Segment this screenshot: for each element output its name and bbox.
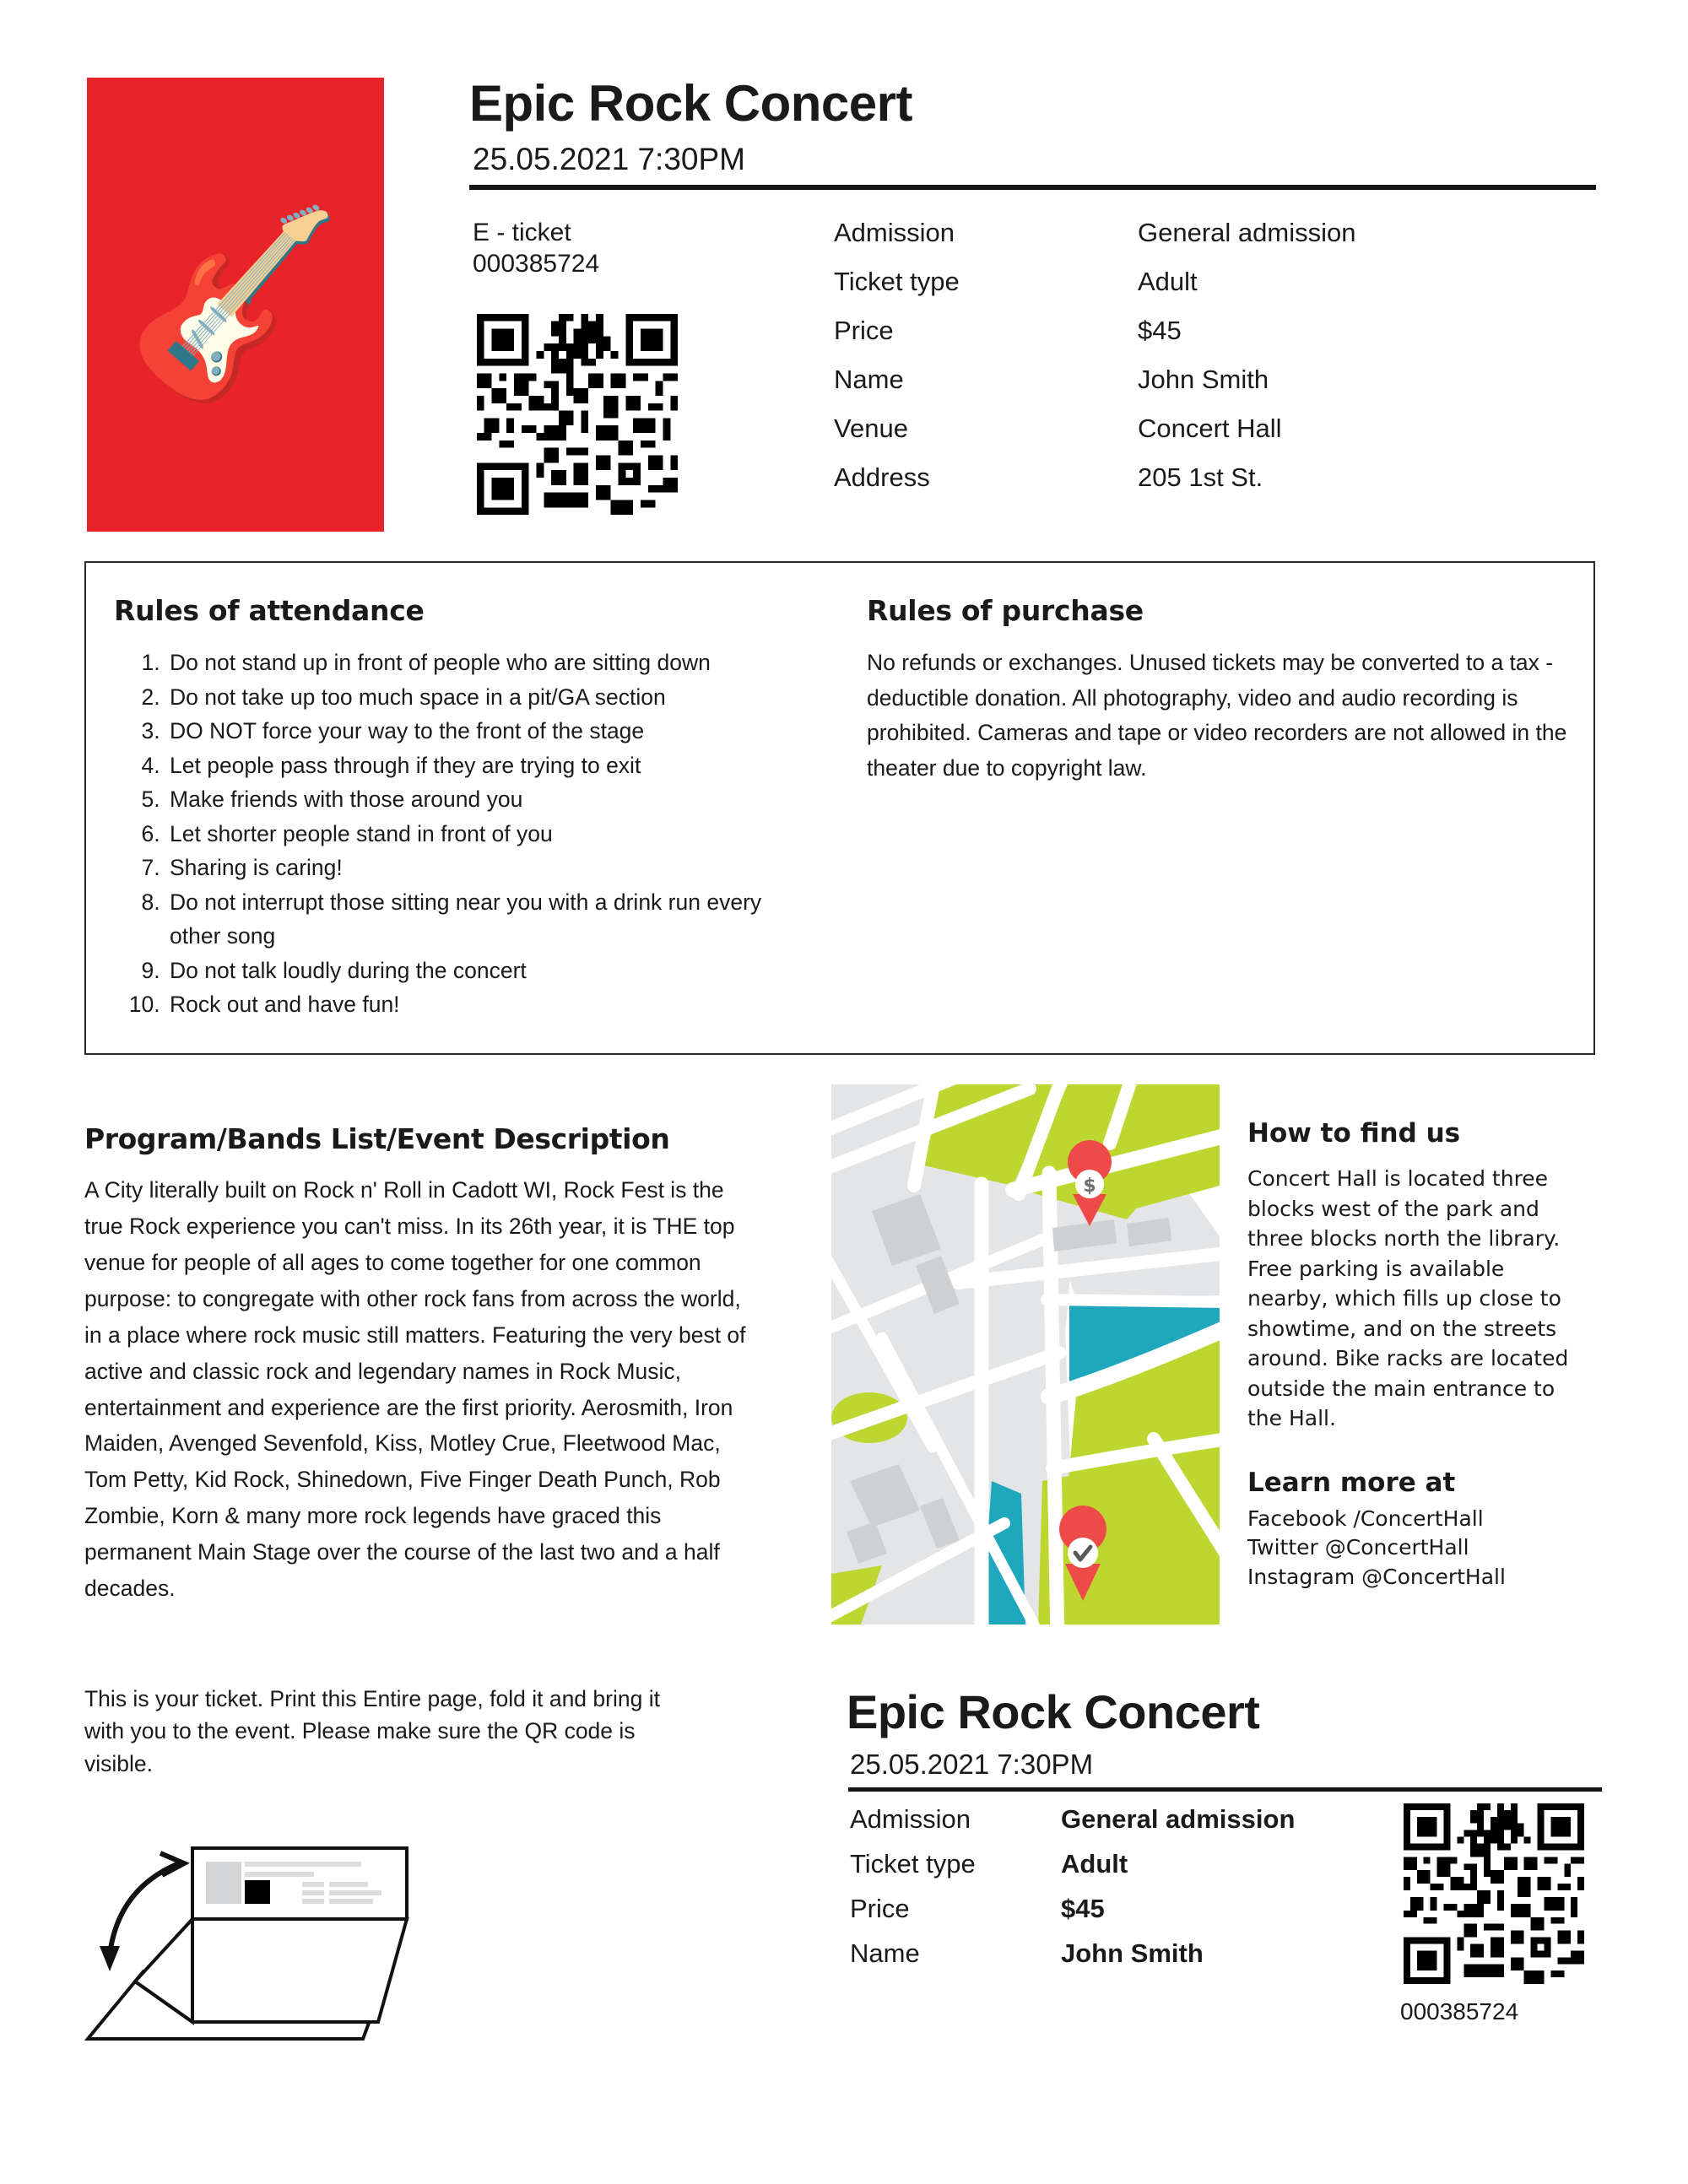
list-item: 7. Sharing is caring! — [166, 851, 814, 885]
list-item: 6. Let shorter people stand in front of you — [166, 817, 814, 851]
detail-label: Price — [834, 316, 894, 345]
electric-guitar-icon: 🎸 — [122, 201, 349, 408]
eticket-info — [473, 218, 599, 279]
program-heading: Program/Bands List/Event Description — [84, 1122, 670, 1155]
stub-detail-value: $45 — [1061, 1894, 1105, 1923]
stub-detail-value: General admission — [1061, 1804, 1296, 1834]
detail-label: Admission — [834, 218, 955, 247]
stub-detail-value: John Smith — [1061, 1938, 1204, 1968]
ticket-details-table — [834, 218, 1509, 511]
social-links — [1247, 1505, 1585, 1592]
eticket-number: 000385724 — [473, 249, 600, 278]
instagram-link[interactable]: Instagram @ConcertHall — [1247, 1564, 1506, 1589]
ticket-header — [0, 0, 1688, 549]
svg-text:$: $ — [1083, 1176, 1096, 1197]
detail-label: Address — [834, 462, 930, 492]
rules-of-attendance-section — [114, 594, 814, 1022]
list-item: 8. Do not interrupt those sitting near you with a drink run every other song — [166, 885, 814, 954]
learn-more-heading: Learn more at — [1247, 1467, 1456, 1498]
stub-detail-value: Adult — [1061, 1849, 1128, 1879]
find-us-heading: How to find us — [1247, 1118, 1461, 1149]
detail-label: Venue — [834, 414, 908, 443]
qr-code-header — [469, 306, 685, 522]
qr-code-stub — [1397, 1797, 1591, 1991]
program-body: A City literally built on Rock n' Roll in Cadott WI, Rock Fest is the true Rock experience you can't miss. In its 26th year, it is THE top venue for people of all ages to come together for one common purpose: to congregate with other rock fans from across the world, in a place where rock music still matters. Featuring the very best of active and classic rock and legendary names in Rock Music, entertainment and experience are the first priority. Aerosmith, Iron Maiden, Avenged Sevenfold, Kiss, Motley Crue, Fleetwood Mac, Tom Petty, Kid Rock, Shinedown, Five Finger Death Punch, Rob Zombie, Korn & many more rock legends have graced this permanent Main Stage over the course of the last two and a half decades. — [84, 1177, 746, 1602]
list-item: 3. DO NOT force your way to the front of the stage — [166, 714, 814, 749]
stub-detail-label: Ticket type — [850, 1849, 976, 1879]
detail-label: Ticket type — [834, 267, 960, 296]
page-title: Epic Rock Concert — [469, 75, 912, 132]
twitter-link[interactable]: Twitter @ConcertHall — [1247, 1535, 1469, 1560]
event-datetime: 25.05.2021 7:30PM — [473, 142, 745, 176]
find-us-section — [1247, 1118, 1585, 1592]
print-instruction-note: This is your ticket. Print this Entire page, fold it and bring it with you to the event. Please make sure the QR code is visible. — [84, 1686, 660, 1776]
stub-detail-label: Price — [850, 1894, 910, 1923]
venue-map[interactable] — [831, 1084, 1220, 1624]
header-divider — [469, 185, 1596, 190]
rules-of-purchase-section — [867, 594, 1567, 786]
detail-value: John Smith — [1138, 365, 1269, 394]
rules-purchase-text: No refunds or exchanges. Unused tickets may be converted to a tax - deductible donation. All photography, video and audio recording is prohibited. Cameras and tape or video recorders are not allowed in the theater due to copyright law. — [867, 650, 1567, 781]
table-row — [850, 1849, 1390, 1894]
detail-value: $45 — [1138, 316, 1182, 345]
facebook-link[interactable]: Facebook /ConcertHall — [1247, 1506, 1484, 1531]
table-row — [834, 218, 1509, 267]
table-row — [834, 462, 1509, 511]
eticket-label: E - ticket — [473, 219, 571, 246]
stub-datetime: 25.05.2021 7:30PM — [850, 1749, 1094, 1780]
stub-details-table — [850, 1804, 1390, 1983]
rules-panel — [84, 561, 1595, 1055]
detail-label: Name — [834, 365, 904, 394]
table-row — [834, 414, 1509, 462]
event-poster — [87, 78, 384, 532]
rules-attendance-list — [114, 646, 814, 1022]
detail-value: Adult — [1138, 267, 1198, 296]
table-row — [850, 1804, 1390, 1849]
detail-value: Concert Hall — [1138, 414, 1282, 443]
list-item: 2. Do not take up too much space in a pit/GA section — [166, 680, 814, 715]
rules-attendance-heading: Rules of attendance — [114, 594, 425, 627]
list-item: 9. Do not talk loudly during the concert — [166, 954, 814, 988]
detail-value: General admission — [1138, 218, 1356, 247]
table-row — [834, 316, 1509, 365]
rules-purchase-heading: Rules of purchase — [867, 594, 1144, 627]
list-item: 5. Make friends with those around you — [166, 782, 814, 817]
table-row — [834, 365, 1509, 414]
program-section — [84, 1122, 760, 1607]
stub-detail-label: Name — [850, 1938, 920, 1968]
stub-title: Epic Rock Concert — [847, 1685, 1260, 1738]
table-row — [850, 1894, 1390, 1938]
stub-detail-label: Admission — [850, 1804, 971, 1834]
table-row — [834, 267, 1509, 316]
stub-ticket-number: 000385724 — [1400, 1998, 1519, 2025]
stub-divider — [848, 1787, 1602, 1792]
list-item: 1. Do not stand up in front of people who are sitting down — [166, 646, 814, 680]
find-us-body: Concert Hall is located three blocks west of the park and three blocks north the library. Free parking is available nearby, which fills up close to showtime, and on the streets around. Bike racks are located outside the main entrance to the Hall. — [1247, 1166, 1569, 1430]
fold-instruction-illustration — [84, 1830, 414, 2057]
detail-value: 205 1st St. — [1138, 462, 1263, 492]
list-item: 4. Let people pass through if they are trying to exit — [166, 749, 814, 783]
table-row — [850, 1938, 1390, 1983]
list-item: 10. Rock out and have fun! — [166, 987, 814, 1022]
